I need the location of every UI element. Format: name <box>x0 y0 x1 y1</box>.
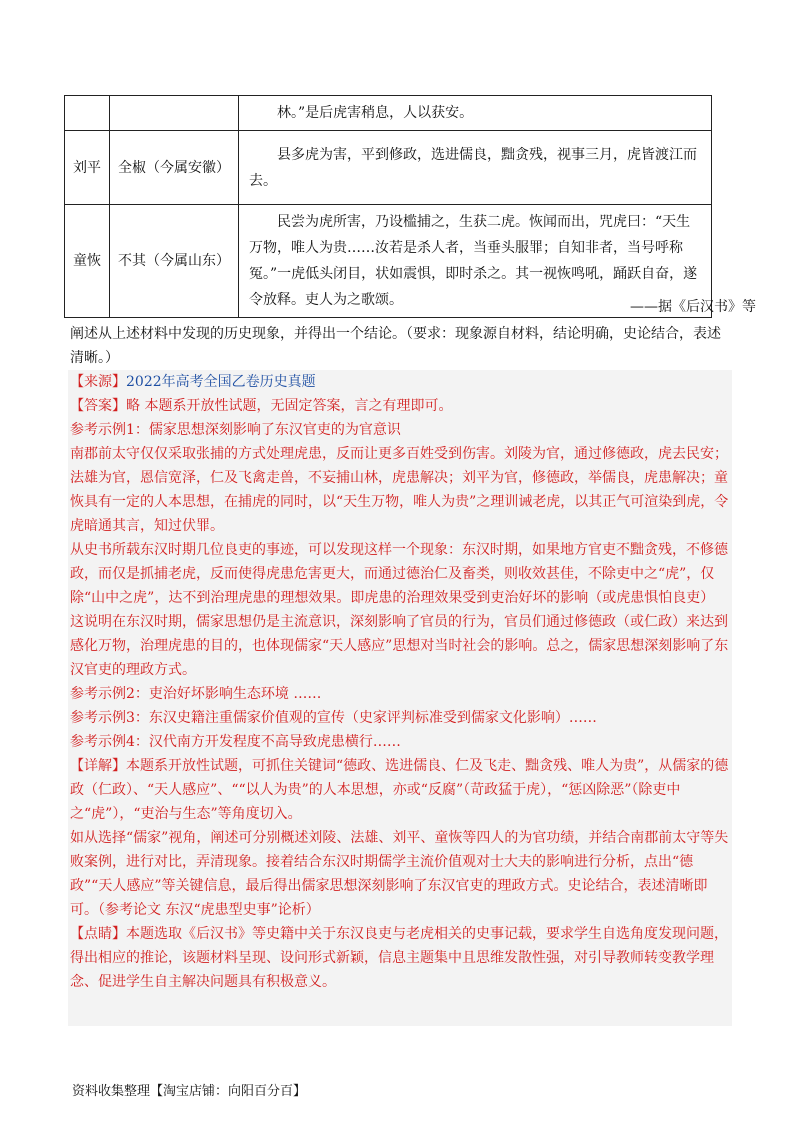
example1-paragraph-1: 南郡前太守仅仅采取张捕的方式处理虎患，反而让更多百姓受到伤害。刘陵为官，通过修德政，虎去民安；法雄为官，恩信宽泽，仁及飞禽走兽，不妄捕山林，虎患解决；刘平为官，修德政，举儒良，虎患解决；童恢具有一定的人本思想，在捕虎的同时，以“天生万物，唯人为贵”之理训诫老虎，以其正气可渲染到虎，令虎暗通其言，知过伏罪。 <box>70 446 729 534</box>
detail-paragraph-2: 如从选择“儒家”视角，阐述可分别概述刘陵、法雄、刘平、童恢等四人的为官功绩，并结合南郡前太守等失败案例，进行对比，弄清现象。接着结合东汉时期儒学主流价值观对士大夫的影响进行分析，点出“德政”“天人感应”等关键信息，最后得出儒家思想深刻影响了东汉官吏的理政方式。史论结合，表述清晰即可。（参考论文 东汉“虎患型史事”论析） <box>70 830 729 918</box>
footer: 资料收集整理【淘宝店铺：向阳百分百】 <box>72 1084 307 1099</box>
question-text: 阐述从上述材料中发现的历史现象，并得出一个结论。（要求：现象源自材料，结论明确，史论结合，表述清晰。） <box>70 326 721 366</box>
table-row <box>65 131 712 205</box>
example1-title: 参考示例1：儒家思想深刻影响了东汉官吏的为官意识 <box>70 422 401 438</box>
answer-text: 略 本题系开放性试题，无固定答案，言之有理即可。 <box>126 398 453 414</box>
place-cell: 全椒（今属安徽） <box>110 131 239 205</box>
event-cell <box>239 131 712 205</box>
name-cell: 刘平 <box>65 131 110 205</box>
detail-paragraph-1 <box>70 754 730 826</box>
detail-text: 本题系开放性试题，可抓住关键词“德政、选进儒良、仁及飞走、黜贪残、唯人为贵”，从儒家的德政（仁政）、“天人感应”、““以人为贵”的人本思想，亦或“反腐”（苛政猛于虎），“惩凶除恶”（除吏中之“虎”），“吏治与生态”等角度切入。 <box>70 758 729 822</box>
table-row <box>65 205 712 318</box>
example4: 参考示例4：汉代南方开发程度不高导致虎患横行…… <box>70 734 401 750</box>
source-value: 2022年高考全国乙卷历史真题 <box>126 374 316 390</box>
citation: ——据《后汉书》等 <box>630 299 756 315</box>
source-line <box>70 370 730 394</box>
example3: 参考示例3：东汉史籍注重儒家价值观的宣传（史家评判标准受到儒家文化影响）…… <box>70 710 597 726</box>
event-text: 县多虎为害，平到修政，选进儒良，黜贪残，视事三月，虎皆渡江而去。 <box>249 146 697 189</box>
example1-paragraph-2: 从史书所载东汉时期几位良吏的事迹，可以发现这样一个现象：东汉时期，如果地方官吏不黜贪残，不修德政，而仅是抓捕老虎，反而使得虎患危害更大，而通过德治仁及畜类，则收效甚佳，不除吏中之“虎”，仅除“山中之虎”，达不到治理虎患的理想效果。即虎患的治理效果受到吏治好坏的影响（或虎患惧怕良吏） <box>70 542 728 606</box>
name-cell: 童恢 <box>65 205 110 318</box>
example2: 参考示例2：吏治好坏影响生态环境 …… <box>70 686 322 702</box>
source-label: 【来源】 <box>70 374 126 390</box>
material-table <box>64 95 712 318</box>
name-cell <box>65 96 110 131</box>
answer-line <box>70 394 730 418</box>
comment-paragraph <box>70 922 730 994</box>
event-text: 民尝为虎所害，乃设槛捕之，生获二虎。恢闻而出，咒虎曰：“天生万物，唯人为贵……汝若是杀人者，当垂头服罪；自知非者，当号呼称冤。”一虎低头闭目，状如震惧，即时杀之。其一视恢鸣吼，踊跃自奋，遂令放释。吏人为之歌颂。 <box>249 214 698 308</box>
answer-block <box>68 370 732 1026</box>
example1-paragraph-3: 这说明在东汉时期，儒家思想仍是主流意识，深刻影响了官员的行为，官员们通过修德政（或仁政）来达到感化万物，治理虎患的目的，也体现儒家“天人感应”思想对当时社会的影响。总之，儒家思想深刻影响了东汉官吏的理政方式。 <box>70 614 729 678</box>
place-cell <box>110 96 239 131</box>
answer-label: 【答案】 <box>70 398 126 414</box>
event-cell <box>239 96 712 131</box>
event-text: 林。”是后虎害稍息，人以获安。 <box>277 105 474 121</box>
comment-text: 本题选取《后汉书》等史籍中关于东汉良吏与老虎相关的史事记载，要求学生自选角度发现问题，得出相应的推论，该题材料呈现、设问形式新颖，信息主题集中且思维发散性强，对引导教师转变教学理念、促进学生自主解决问题具有积极意义。 <box>70 926 728 990</box>
table-row <box>65 96 712 131</box>
comment-label: 【点睛】 <box>70 926 126 942</box>
question <box>70 322 730 370</box>
detail-label: 【详解】 <box>70 758 126 774</box>
place-cell: 不其（今属山东） <box>110 205 239 318</box>
